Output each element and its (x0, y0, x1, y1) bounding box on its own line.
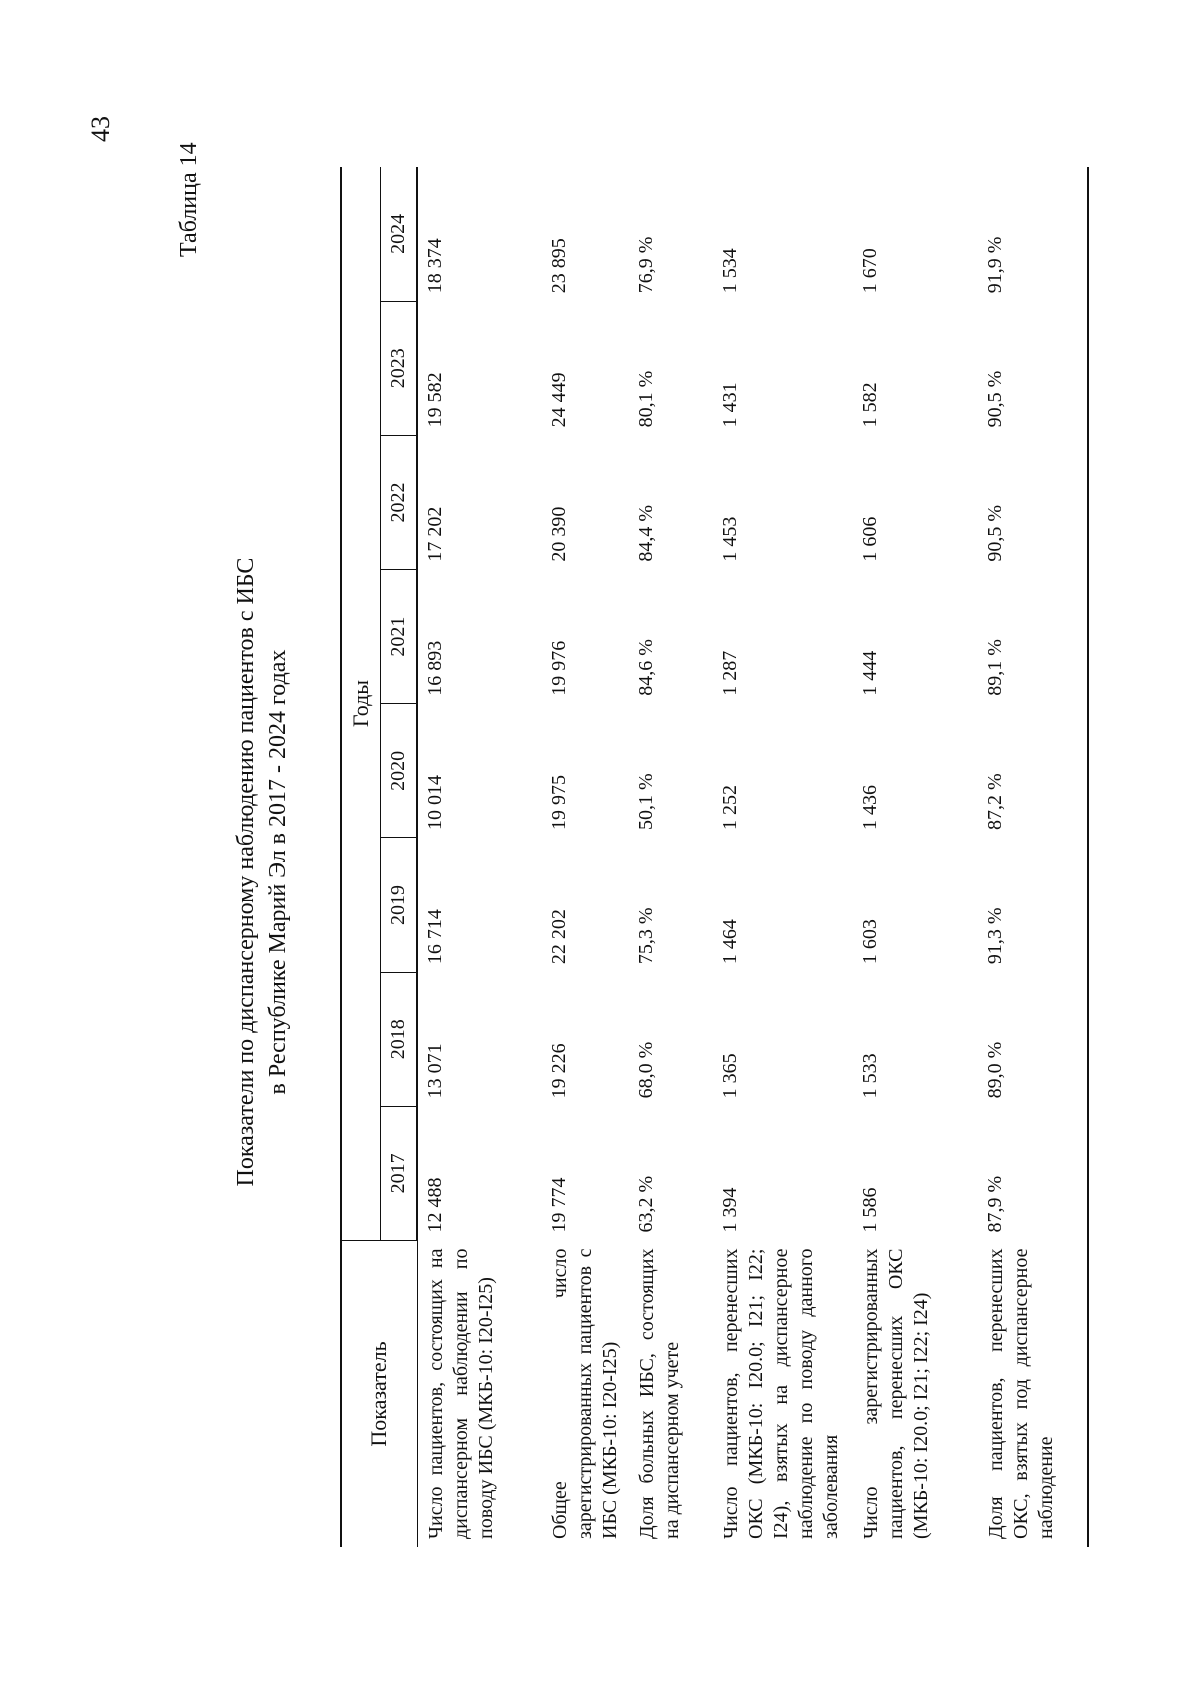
table-cell: 91,9 % (978, 167, 1088, 301)
year-header: 2018 (381, 972, 418, 1106)
table-cell: 1 670 (859, 248, 881, 294)
table-caption: Таблица 14 (176, 142, 202, 257)
row-label: Число пациентов, состоящих на диспансерном наблюдении по поводу ИБС (МКБ-10: I20-I25) (424, 1248, 497, 1539)
year-header: 2017 (381, 1106, 418, 1240)
table-cell: 1 444 (859, 650, 881, 696)
year-header: 2024 (381, 167, 418, 301)
table-cell: 90,5 % (978, 301, 1088, 435)
table-cell: 75,3 % (635, 907, 657, 965)
table-row (853, 167, 978, 1547)
year-header: 2020 (381, 704, 418, 838)
table-cell: 18 374 (424, 238, 446, 294)
table-cell: 1 431 (719, 382, 741, 428)
table-cell: 89,0 % (978, 972, 1088, 1106)
year-header: 2023 (381, 301, 418, 435)
row-label: Доля больных ИБС, состоящих на диспансерном учете (636, 1248, 683, 1539)
table-cell: 1 606 (859, 516, 881, 562)
table-cell: 50,1 % (635, 773, 657, 830)
table-row (417, 167, 542, 1547)
years-group-header: Годы (341, 167, 381, 1241)
table-cell: 20 390 (548, 506, 570, 562)
title-line-1: Показатели по диспансерному наблюдению пациентов с ИБС (233, 557, 259, 1187)
year-header: 2019 (381, 838, 418, 972)
row-label: Доля пациентов, перенесших ОКС, взятых под диспансерное наблюдение (978, 1241, 1088, 1548)
page-number: 43 (86, 116, 115, 142)
table-cell: 84,6 % (635, 639, 657, 696)
table-cell: 1 252 (719, 784, 741, 830)
year-header: 2021 (381, 570, 418, 704)
table-cell: 1 464 (719, 919, 741, 965)
table-cell: 87,9 % (978, 1106, 1088, 1240)
table-cell: 89,1 % (978, 570, 1088, 704)
table-cell: 87,2 % (978, 704, 1088, 838)
table-cell: 10 014 (424, 774, 446, 830)
table-cell: 1 394 (719, 1187, 741, 1233)
document-title (230, 307, 295, 1437)
table-cell: 24 449 (548, 372, 570, 428)
indicators-table (340, 167, 1089, 1547)
table-cell: 80,1 % (635, 370, 657, 428)
table-cell: 1 534 (719, 248, 741, 294)
title-line-2: в Республике Марий Эл в 2017 - 2024 годах (265, 649, 292, 1095)
table-cell: 90,5 % (978, 435, 1088, 569)
table-cell: 76,9 % (635, 236, 657, 294)
table-row (629, 167, 713, 1547)
table-cell: 63,2 % (635, 1175, 657, 1233)
table-cell: 17 202 (424, 506, 446, 562)
year-header: 2022 (381, 435, 418, 569)
table-cell: 22 202 (548, 909, 570, 965)
table-cell: 19 226 (548, 1043, 570, 1099)
table-cell: 19 976 (548, 640, 570, 696)
table-cell: 19 774 (548, 1177, 570, 1233)
table-cell: 1 586 (859, 1187, 881, 1233)
row-label: Общее число зарегистрированных пациентов с ИБС (МКБ-10: I20-I25) (549, 1248, 621, 1539)
table-cell: 19 582 (424, 372, 446, 428)
table-cell: 1 533 (859, 1053, 881, 1099)
table-cell: 1 453 (719, 516, 741, 562)
table-cell: 16 893 (424, 640, 446, 696)
table-cell: 1 365 (719, 1053, 741, 1099)
table-cell: 91,3 % (978, 838, 1088, 972)
row-label: Число зарегистрированных пациентов, перенесших ОКС (МКБ-10: I20.0; I21; I22; I24) (860, 1248, 932, 1539)
table-cell: 1 436 (859, 784, 881, 830)
table-row (978, 167, 1088, 1547)
table-row (713, 167, 853, 1547)
table-cell: 23 895 (548, 238, 570, 294)
table-cell: 68,0 % (635, 1041, 657, 1099)
table-cell: 19 975 (548, 774, 570, 830)
table-row (542, 167, 629, 1547)
table-cell: 1 603 (859, 919, 881, 965)
table-cell: 13 071 (424, 1043, 446, 1099)
row-label: Число пациентов, перенесших ОКС (МКБ-10: I20.0; I21; I22; I24), взятых на диспансерное наблюдение по поводу данного заболевания (720, 1248, 842, 1539)
table-cell: 84,4 % (635, 504, 657, 562)
table-cell: 1 582 (859, 382, 881, 428)
indicator-column-header: Показатель (341, 1241, 417, 1548)
table-cell: 1 287 (719, 650, 741, 696)
table-cell: 12 488 (424, 1177, 446, 1233)
table-cell: 16 714 (424, 909, 446, 965)
